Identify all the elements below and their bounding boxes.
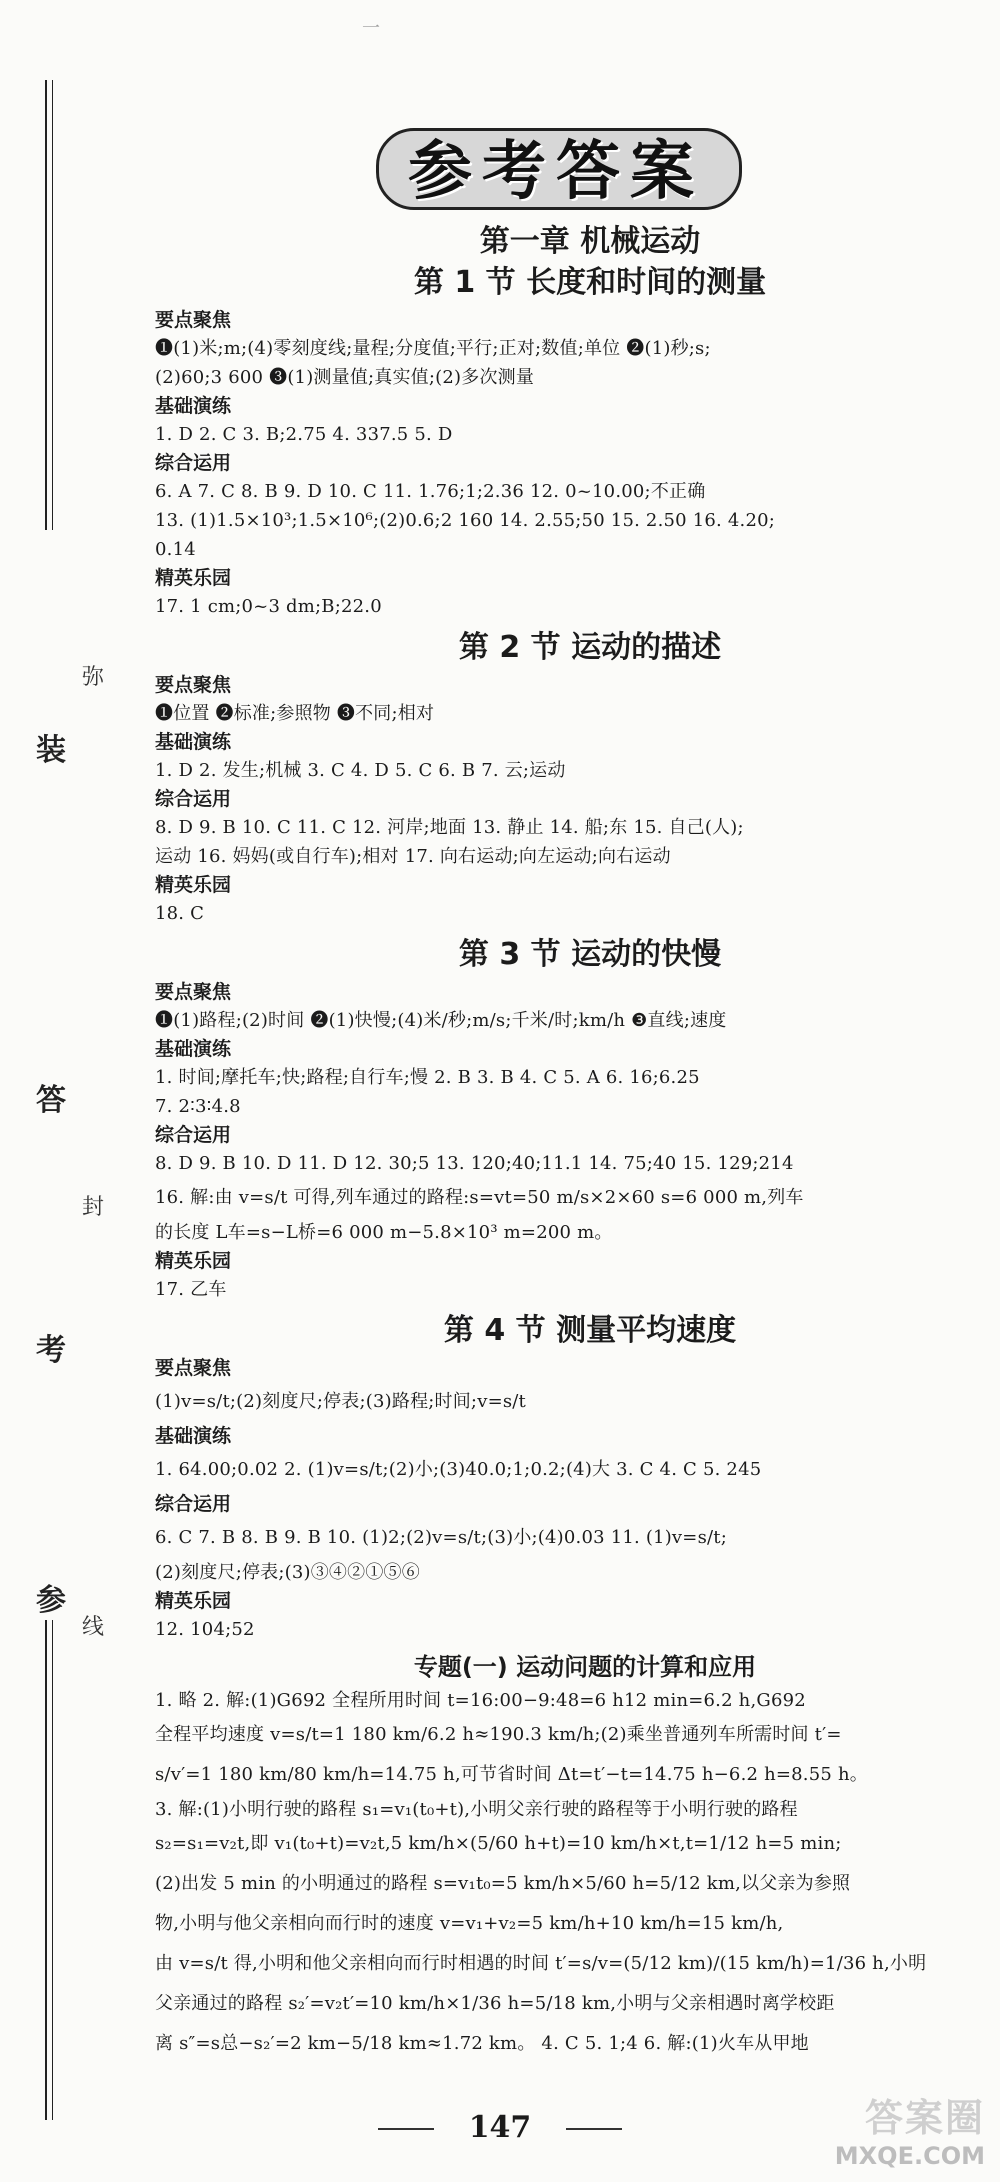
answer-line: 的长度 L车=s−L桥=6 000 m−5.8×10³ m=200 m。	[155, 1222, 613, 1243]
answer-line: 1. 略 2. 解:(1)G692 全程所用时间 t=16:00−9:48=6 h12 min=6.2 h,G692	[155, 1690, 806, 1711]
answer-line: 6. C 7. B 8. B 9. B 10. (1)2;(2)v=s/t;(3)小;(4)0.03 11. (1)v=s/t;	[155, 1527, 727, 1548]
answer-line: 物,小明与他父亲相向而行时的速度 v=v₁+v₂=5 km/h+10 km/h=15 km/h,	[155, 1913, 784, 1934]
answer-line: ❶(1)路程;(2)时间 ❷(1)快慢;(4)米/秒;m/s;千米/时;km/h ❸直线;速度	[155, 1010, 727, 1031]
block-label: 基础演练	[155, 731, 232, 753]
banner-title: 参考答案	[408, 135, 704, 209]
block-label: 精英乐园	[155, 874, 232, 896]
section-title: 第 2 节 运动的描述	[458, 630, 722, 665]
margin-char-2: 装	[36, 733, 66, 768]
margin-char-7: 线	[82, 1615, 105, 1640]
binding-margin	[0, 0, 125, 2182]
block-label: 精英乐园	[155, 1590, 232, 1612]
block-label: 综合运用	[155, 1124, 232, 1146]
chapter-title: 第一章 机械运动	[479, 224, 701, 259]
answer-line: 12. 104;52	[155, 1619, 255, 1640]
section-title: 第 4 节 测量平均速度	[443, 1313, 737, 1348]
answer-line: 8. D 9. B 10. C 11. C 12. 河岸;地面 13. 静止 14. 船;东 15. 自己(人);	[155, 817, 744, 838]
answer-key-banner	[376, 120, 736, 212]
block-label: 要点聚焦	[155, 674, 232, 696]
page-top-mark: 一	[362, 18, 380, 39]
margin-char-1: 弥	[82, 665, 105, 690]
margin-line-bottom-inner	[52, 1620, 53, 2120]
watermark-url: MXQE.COM	[834, 2142, 985, 2170]
answer-content	[155, 222, 955, 2064]
block-label: 基础演练	[155, 1038, 232, 1060]
answer-line: 1. D 2. C 3. B;2.75 4. 337.5 5. D	[155, 424, 453, 445]
answer-line: 18. C	[155, 903, 205, 924]
answer-line: 由 v=s/t 得,小明和他父亲相向而行时相遇的时间 t′=s/v=(5/12 km)/(15 km/h)=1/36 h,小明	[155, 1953, 927, 1974]
margin-line-top-inner	[52, 80, 53, 530]
answer-line: 6. A 7. C 8. B 9. D 10. C 11. 1.76;1;2.36 12. 0~10.00;不正确	[155, 481, 706, 502]
answer-line: 17. 乙车	[155, 1279, 227, 1300]
section-title: 第 1 节 长度和时间的测量	[413, 265, 767, 300]
section-title: 第 3 节 运动的快慢	[458, 937, 722, 972]
section-block	[155, 978, 955, 1304]
answer-line: (1)v=s/t;(2)刻度尺;停表;(3)路程;时间;v=s/t	[155, 1391, 526, 1412]
answer-line: (2)60;3 600 ❸(1)测量值;真实值;(2)多次测量	[155, 367, 535, 388]
watermark-logo: 答案圈	[864, 2096, 985, 2140]
section-block	[155, 306, 955, 621]
answer-line: 全程平均速度 v=s/t=1 180 km/6.2 h≈190.3 km/h;(2)乘坐普通列车所需时间 t′=	[155, 1724, 842, 1745]
answer-line: ❶位置 ❷标准;参照物 ❸不同;相对	[155, 703, 435, 724]
block-label: 综合运用	[155, 452, 232, 474]
answer-line: 0.14	[155, 539, 196, 560]
answer-line: 3. 解:(1)小明行驶的路程 s₁=v₁(t₀+t),小明父亲行驶的路程等于小明行驶的路程	[155, 1799, 798, 1820]
answer-line: 17. 1 cm;0~3 dm;B;22.0	[155, 596, 382, 617]
block-label: 基础演练	[155, 1425, 232, 1447]
block-label: 综合运用	[155, 1493, 232, 1515]
section-block	[155, 1354, 955, 1644]
block-label: 精英乐园	[155, 1250, 232, 1272]
answer-line: (2)刻度尺;停表;(3)③④②①⑤⑥	[155, 1562, 420, 1583]
answer-line: 1. D 2. 发生;机械 3. C 4. D 5. C 6. B 7. 云;运动	[155, 760, 566, 781]
answer-line: 离 s″=s总−s₂′=2 km−5/18 km≈1.72 km。 4. C 5. 1;4 6. 解:(1)火车从甲地	[155, 2033, 809, 2054]
margin-char-5: 考	[36, 1333, 66, 1368]
block-label: 基础演练	[155, 395, 232, 417]
answer-line: 16. 解:由 v=s/t 可得,列车通过的路程:s=vt=50 m/s×2×60 s=6 000 m,列车	[155, 1187, 804, 1208]
block-label: 要点聚焦	[155, 309, 232, 331]
answer-line: 父亲通过的路程 s₂′=v₂t′=10 km/h×1/36 h=5/18 km,小明与父亲相遇时离学校距	[155, 1993, 835, 2014]
answer-line: s₂=s₁=v₂t,即 v₁(t₀+t)=v₂t,5 km/h×(5/60 h+t)=10 km/h×t,t=1/12 h=5 min;	[155, 1833, 842, 1854]
answer-line: 7. 2∶3∶4.8	[155, 1096, 241, 1117]
margin-line-bottom	[45, 1620, 47, 2120]
section-block	[155, 671, 955, 928]
answer-line: 运动 16. 妈妈(或自行车);相对 17. 向右运动;向左运动;向右运动	[155, 846, 671, 867]
topic-block	[155, 1686, 955, 2064]
answer-line: 8. D 9. B 10. D 11. D 12. 30;5 13. 120;40;11.1 14. 75;40 15. 129;214	[155, 1153, 794, 1174]
answer-line: s/v′=1 180 km/80 km/h=14.75 h,可节省时间 Δt=t′−t=14.75 h−6.2 h=8.55 h。	[155, 1764, 868, 1785]
block-label: 综合运用	[155, 788, 232, 810]
margin-line-top	[45, 80, 47, 530]
answer-line: 1. 64.00;0.02 2. (1)v=s/t;(2)小;(3)40.0;1;0.2;(4)大 3. C 4. C 5. 245	[155, 1459, 762, 1480]
answer-line: (2)出发 5 min 的小明通过的路程 s=v₁t₀=5 km/h×5/60 h=5/12 km,以父亲为参照	[155, 1873, 851, 1894]
margin-char-3: 答	[36, 1083, 66, 1118]
topic-title: 专题(一) 运动问题的计算和应用	[413, 1653, 757, 1681]
margin-char-6: 参	[36, 1583, 66, 1618]
page-number: 147	[468, 2110, 532, 2145]
answer-line: 13. (1)1.5×10³;1.5×10⁶;(2)0.6;2 160 14. 2.55;50 15. 2.50 16. 4.20;	[155, 510, 776, 531]
margin-char-4: 封	[82, 1195, 105, 1220]
block-label: 要点聚焦	[155, 1357, 232, 1379]
block-label: 精英乐园	[155, 567, 232, 589]
site-watermark	[770, 2096, 985, 2170]
answer-line: ❶(1)米;m;(4)零刻度线;量程;分度值;平行;正对;数值;单位 ❷(1)秒;s;	[155, 338, 711, 359]
answer-line: 1. 时间;摩托车;快;路程;自行车;慢 2. B 3. B 4. C 5. A 6. 16;6.25	[155, 1067, 700, 1088]
block-label: 要点聚焦	[155, 981, 232, 1003]
footer-dash-right	[566, 2128, 622, 2130]
footer-dash-left	[378, 2128, 434, 2130]
